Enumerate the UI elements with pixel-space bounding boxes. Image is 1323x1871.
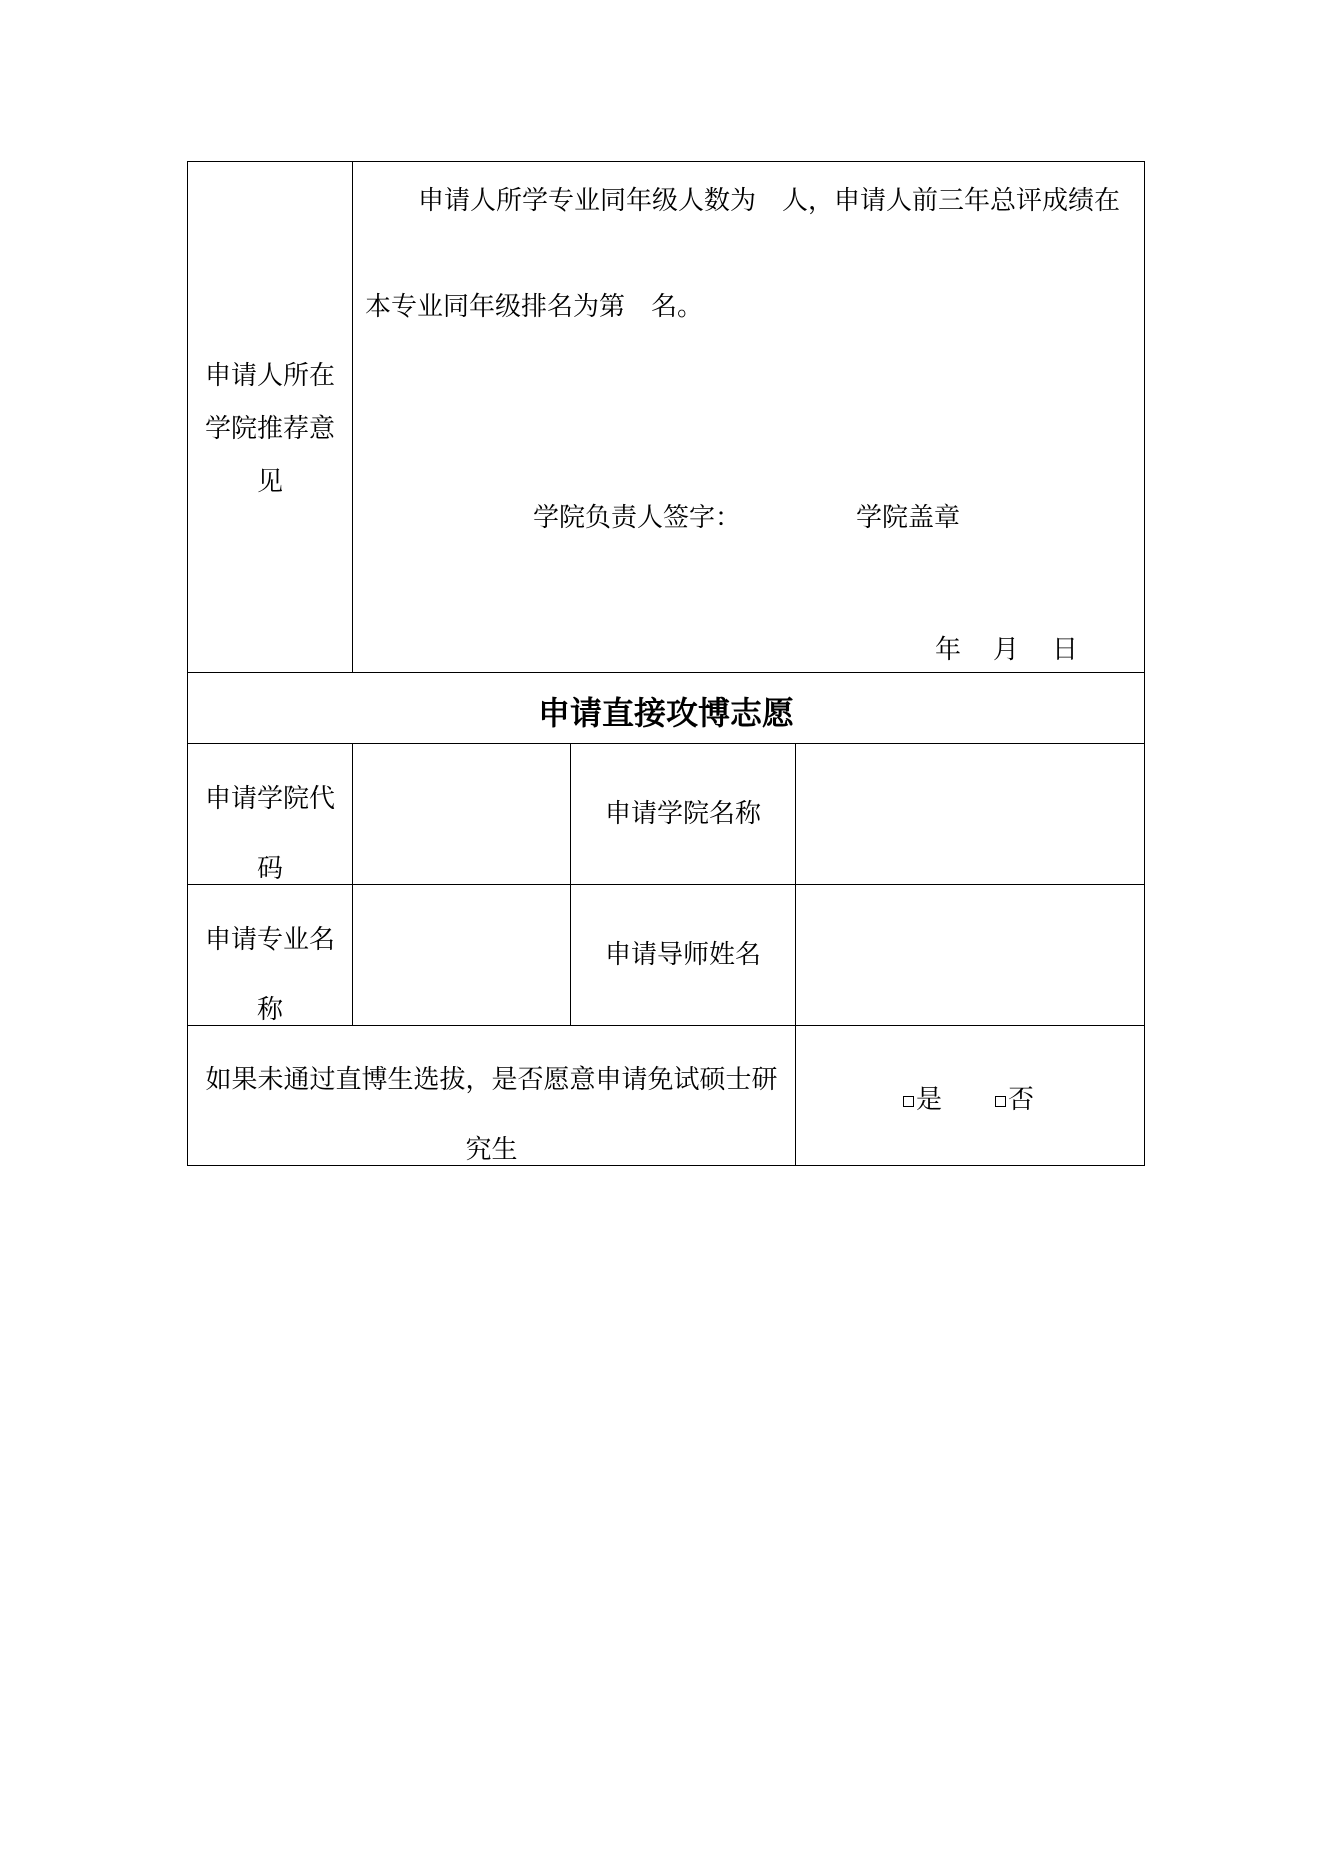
square-checkbox-icon[interactable] <box>995 1096 1006 1107</box>
table-divider-1 <box>187 672 1145 673</box>
recommendation-label-line3: 见 <box>256 467 283 497</box>
option-no-label: 否 <box>1008 1085 1035 1115</box>
major-name-label-line1: 申请专业名 <box>204 925 335 955</box>
table-border-right <box>1144 161 1145 1166</box>
college-code-label-line2: 码 <box>256 854 283 884</box>
college-name-field[interactable] <box>796 744 1144 884</box>
option-no[interactable] <box>995 1085 1034 1115</box>
fallback-question-line1: 如果未通过直博生选拔，是否愿意申请免试硕士研 <box>205 1065 778 1095</box>
signature-label: 学院负责人签字： <box>533 503 742 533</box>
college-name-label: 申请学院名称 <box>604 799 761 829</box>
recommendation-body-line1: 申请人所学专业同年级人数为 人，申请人前三年总评成绩在 <box>418 186 1121 216</box>
major-name-label <box>188 905 352 1045</box>
fallback-question-line2: 究生 <box>465 1135 518 1165</box>
recommendation-label-line2: 学院推荐意 <box>204 414 335 444</box>
square-checkbox-icon[interactable] <box>903 1096 914 1107</box>
recommendation-label-line1: 申请人所在 <box>204 361 335 391</box>
date-day-label: 日 <box>1052 635 1079 665</box>
date-year-label: 年 <box>935 635 962 665</box>
value-column-divider <box>570 743 571 1025</box>
fallback-question <box>188 1045 795 1185</box>
label-column-divider-top <box>352 161 353 673</box>
recommendation-label <box>188 350 352 509</box>
date-month-label: 月 <box>993 635 1020 665</box>
advisor-name-field[interactable] <box>796 885 1144 1025</box>
college-code-label <box>188 764 352 904</box>
college-code-label-line1: 申请学院代 <box>204 784 335 814</box>
option-yes-label: 是 <box>916 1085 943 1115</box>
college-code-field[interactable] <box>353 744 570 884</box>
table-border-top <box>187 161 1145 162</box>
option-yes[interactable] <box>903 1085 942 1115</box>
section-heading: 申请直接攻博志愿 <box>537 694 794 732</box>
advisor-name-label: 申请导师姓名 <box>604 940 761 970</box>
seal-label: 学院盖章 <box>856 503 961 533</box>
major-name-field[interactable] <box>353 885 570 1025</box>
major-name-label-line2: 称 <box>256 995 283 1025</box>
recommendation-body-line2: 本专业同年级排名为第 名。 <box>365 292 704 322</box>
